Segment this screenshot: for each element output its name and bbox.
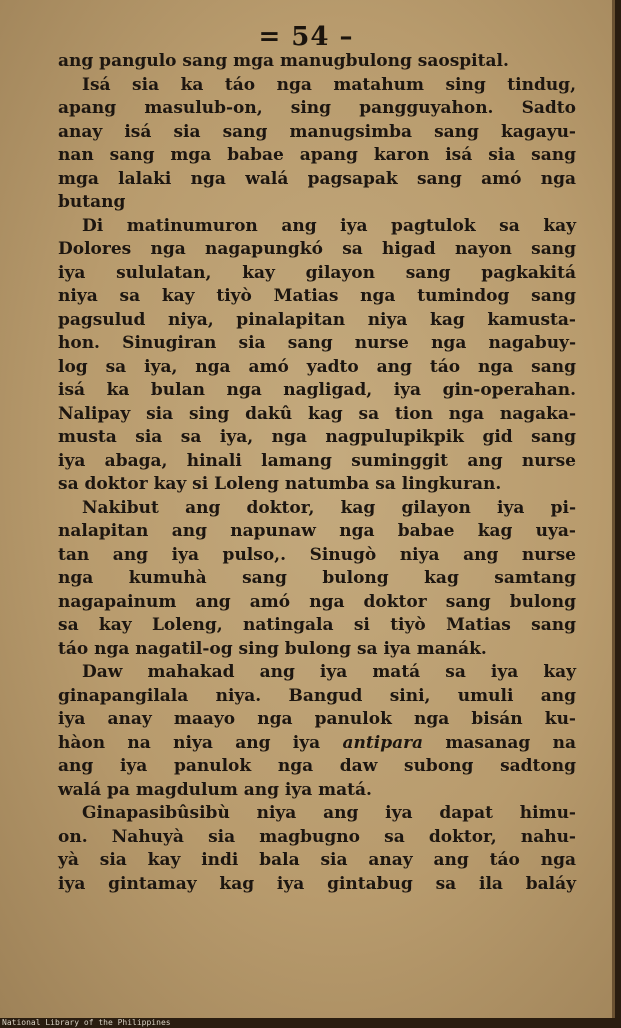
text-line: Di matinumuron ang iya pagtulok sa kay — [82, 215, 576, 236]
text-line: ginapangilala niya. Bangud sini, umuli ang — [58, 685, 576, 706]
text-line: Ginapasibûsibù niya ang iya dapat himu- — [82, 803, 576, 823]
text-line: butang — [58, 192, 126, 212]
text-line: apang masulub-on, sing pangguyahon. Sadto — [58, 98, 576, 118]
text-line: mga lalaki nga walá pagsapak sang amó nga — [58, 168, 576, 189]
text-line: pagsulud niya, pinalapitan niya kag kamusta- — [58, 309, 576, 330]
text-line: iya abaga, hinali lamang suminggit ang nurse — [58, 450, 576, 471]
italic-word: antipara — [342, 732, 424, 753]
text-line: walá pa magdulum ang iya matá. — [58, 779, 372, 800]
text-line: iya sululatan, kay gilayon sang pagkakitá — [58, 262, 576, 283]
text-line: on. Nahuyà sia magbugno sa doktor, nahu- — [58, 826, 576, 847]
text-line: iya gintamay kag iya gintabug sa ila baláy — [58, 873, 576, 894]
text-line: Daw mahakad ang iya matá sa iya kay — [82, 662, 576, 682]
text-line: Dolores nga nagapungkó sa higad nayon sang — [58, 239, 576, 259]
text-line: táo nga nagatil-og sing bulong sa iya manák. — [58, 638, 487, 659]
text-line: ang pangulo sang mga manugbulong saospital. — [58, 51, 509, 71]
text-line: hàon na niya ang iya antipara masanag na — [58, 732, 576, 753]
text-line: ang iya panulok nga daw subong sadtong — [58, 756, 576, 776]
page-number: = 54 – — [258, 22, 354, 52]
library-credit: National Library of the Philippines — [2, 1018, 171, 1027]
text-line: yà sia kay indi bala sia anay ang táo nga — [58, 850, 576, 870]
text-line: Nakibut ang doktor, kag gilayon iya pi- — [82, 497, 576, 518]
text-line: nan sang mga babae apang karon isá sia sang — [58, 145, 576, 165]
text-line: nalapitan ang napunaw nga babae kag uya- — [58, 521, 576, 541]
text-line: musta sia sa iya, nga nagpulupikpik gid sang — [58, 427, 576, 447]
text-line: niya sa kay tiyò Matias nga tumindog sang — [58, 286, 576, 306]
text-line: isá ka bulan nga nagligad, iya gin-operahan. — [58, 380, 576, 400]
text-line: Nalipay sia sing dakû kag sa tion nga nagaka- — [58, 403, 576, 424]
text-line: iya anay maayo nga panulok nga bisán ku- — [58, 709, 576, 729]
text-line: anay isá sia sang manugsimba sang kagayu- — [58, 121, 576, 142]
text-line: log sa iya, nga amó yadto ang táo nga sang — [58, 356, 576, 377]
text-line: sa doktor kay si Loleng natumba sa lingkuran. — [58, 474, 502, 494]
text-line: tan ang iya pulso,. Sinugò niya ang nurse — [58, 544, 576, 565]
text-line: nagapainum ang amó nga doktor sang bulong — [58, 591, 576, 612]
text-line: sa kay Loleng, natingala si tiyò Matias sang — [58, 615, 576, 635]
text-line: hon. Sinugiran sia sang nurse nga nagabuy- — [58, 333, 576, 353]
body-text — [58, 50, 576, 896]
text-line: Isá sia ka táo nga matahum sing tindug, — [82, 74, 576, 95]
text-line: nga kumuhà sang bulong kag samtang — [58, 568, 576, 588]
